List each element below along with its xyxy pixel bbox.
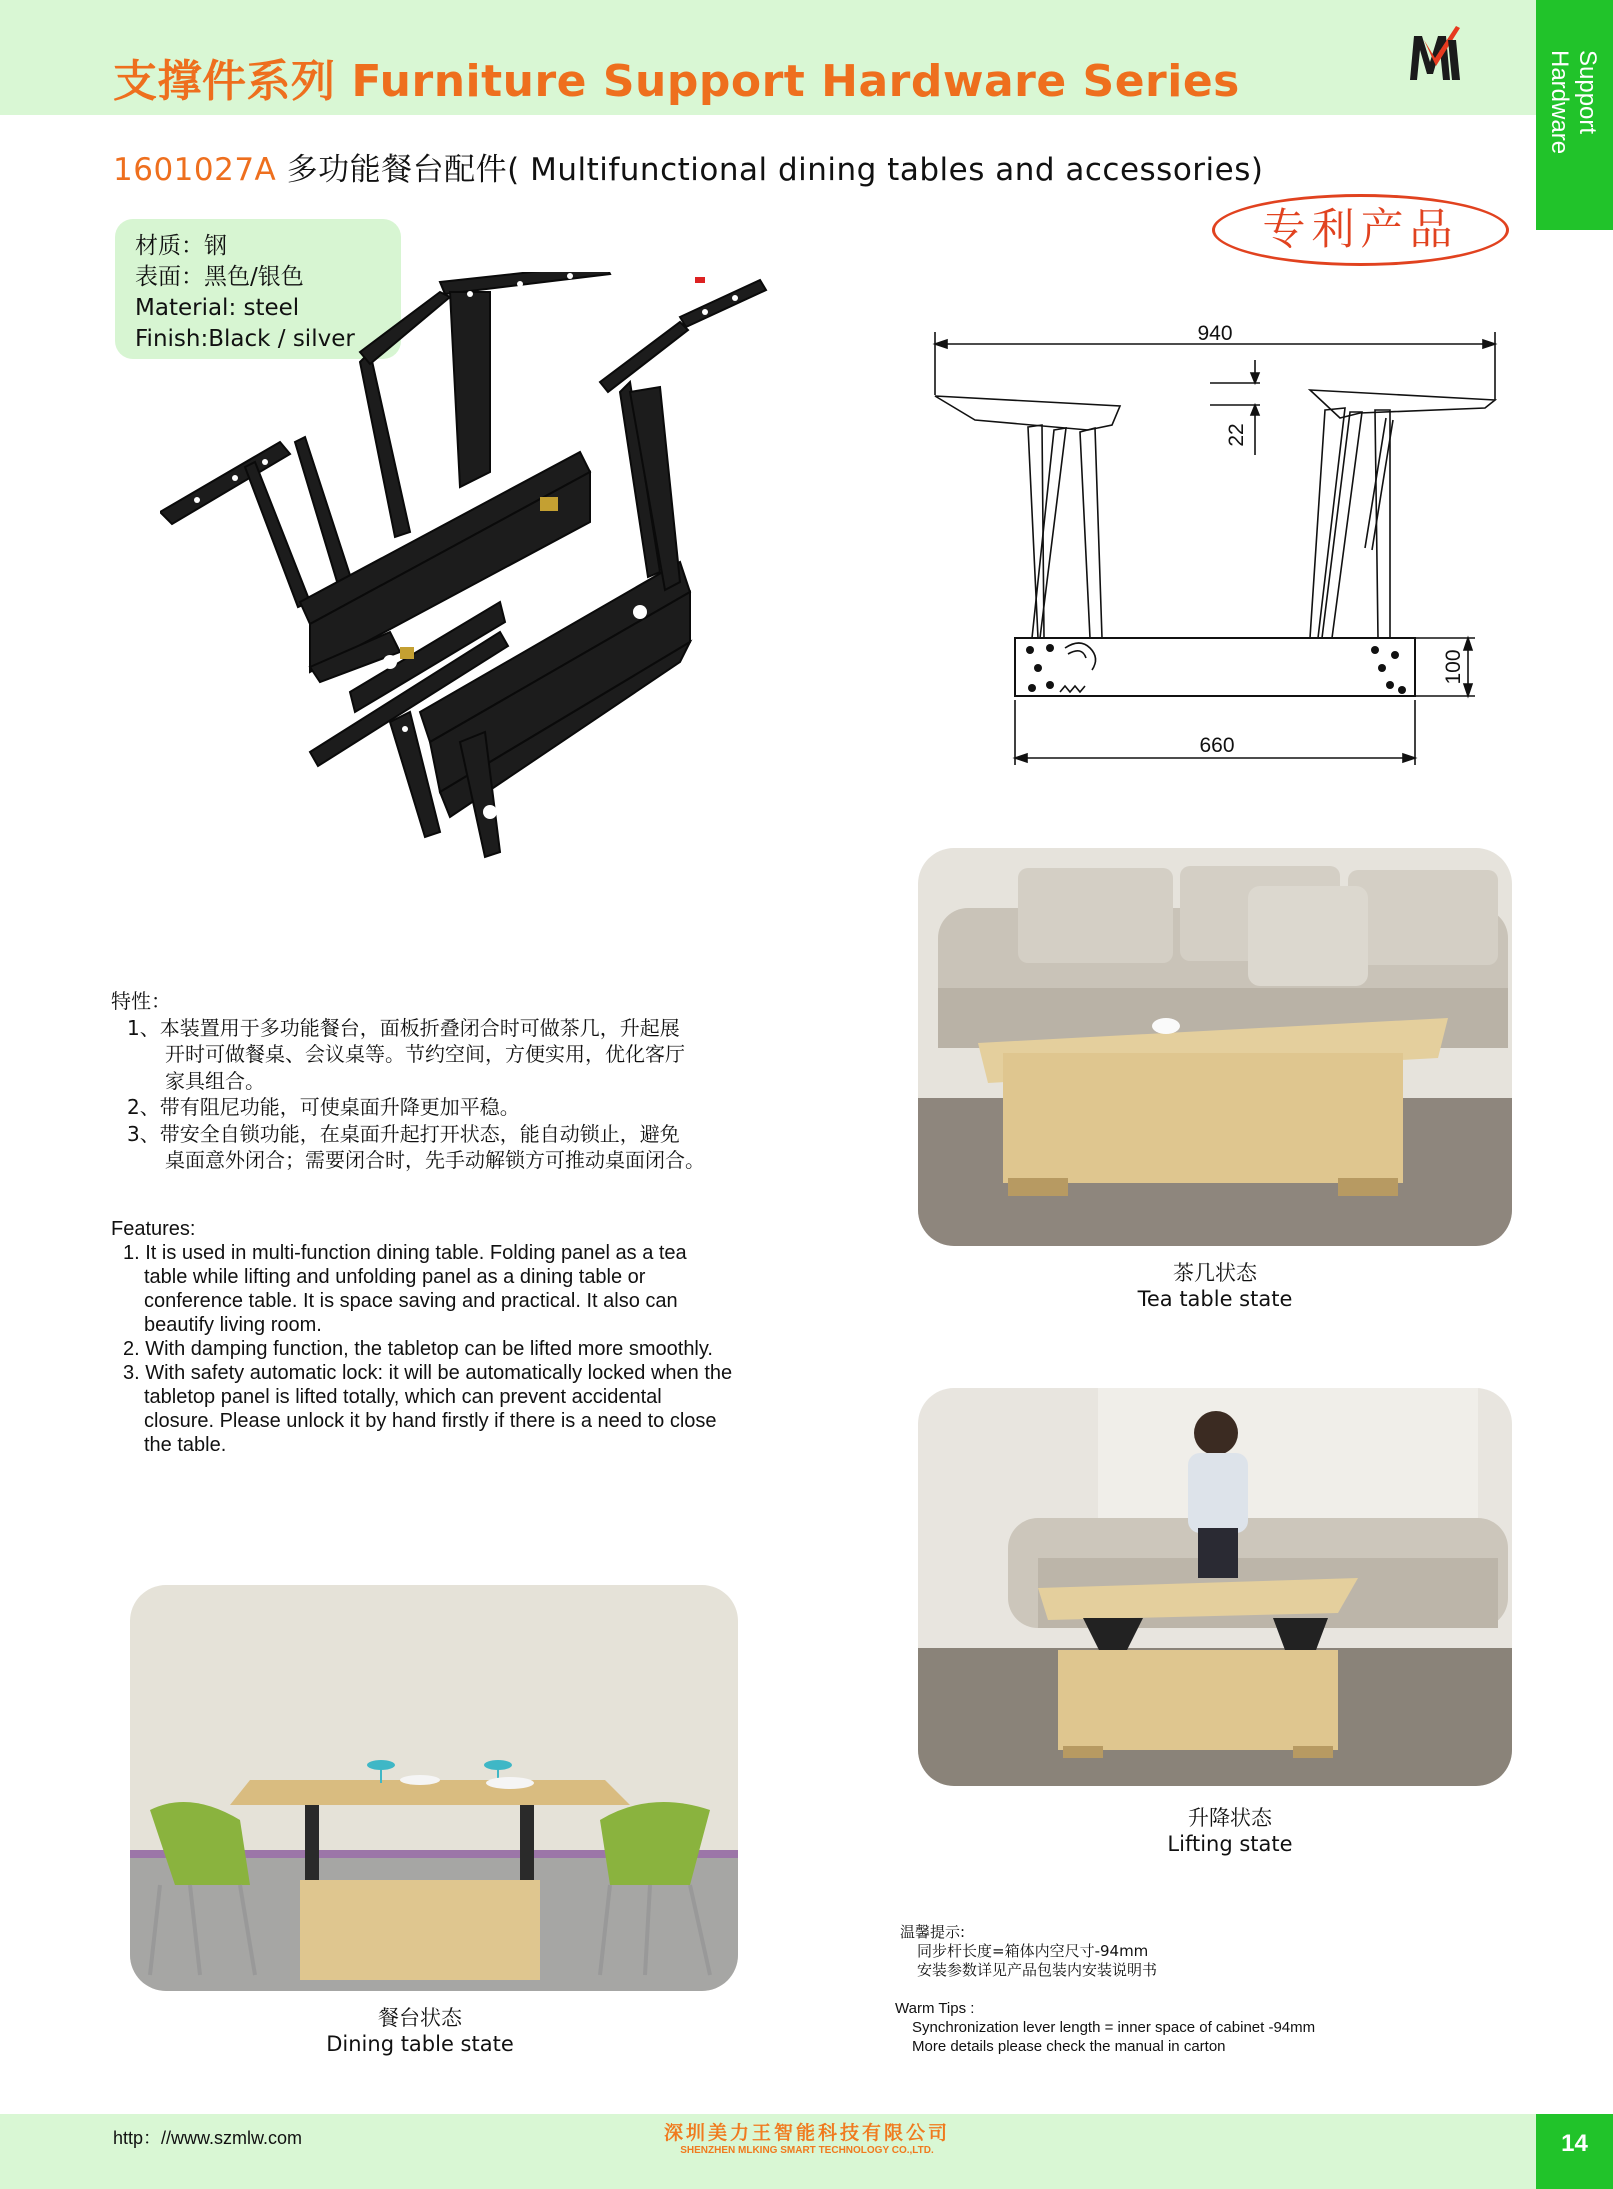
features-cn-item1-line1: 1、本装置用于多功能餐台，面板折叠闭合时可做茶几，升起展: [127, 1015, 680, 1040]
dining-table-caption: [280, 2005, 560, 2057]
features-en-item1-line3: conference table. It is space saving and practical. It also can: [144, 1290, 678, 1312]
dining-caption-cn: 餐台状态: [378, 2006, 462, 2030]
dining-caption-en: Dining table state: [326, 2032, 514, 2056]
product-title: 多功能餐台配件( Multifunctional dining tables and accessories): [276, 152, 1264, 188]
features-en-item3-line2: tabletop panel is lifted totally, which can prevent accidental: [144, 1386, 662, 1408]
features-en-item1-line2: table while lifting and unfolding panel as a dining table or: [144, 1266, 646, 1288]
tips-en-heading: Warm Tips :: [895, 2000, 975, 2017]
features-cn-item3-line2: 桌面意外闭合；需要闭合时，先手动解锁方可推动桌面闭合。: [165, 1148, 705, 1172]
tea-caption-en: Tea table state: [1137, 1287, 1293, 1311]
tips-en: [895, 1999, 1315, 2056]
hardware-product-image: [160, 272, 780, 862]
features-en-item3-line1: 3. With safety automatic lock: it will be automatically locked when the: [123, 1362, 733, 1384]
features-cn-item3-line1: 3、带安全自锁功能，在桌面升起打开状态，能自动锁止，避免: [127, 1121, 680, 1146]
lifting-state-caption: [1090, 1805, 1370, 1857]
finish-cn: 表面：黑色/银色: [135, 264, 304, 290]
lift-caption-cn: 升降状态: [1188, 1806, 1272, 1830]
tips-cn-line2: 安装参数详见产品包装内安装说明书: [917, 1961, 1158, 1979]
lifting-state-photo: [918, 1388, 1512, 1786]
features-cn-item2: 2、带有阻尼功能，可使桌面升降更加平稳。: [127, 1095, 520, 1119]
dimension-940: 940: [1197, 322, 1233, 345]
product-code: 1601027A: [113, 152, 277, 188]
features-en-item1-line4: beautify living room.: [144, 1314, 322, 1336]
features-en-item3-line4: the table.: [144, 1434, 227, 1456]
lift-caption-en: Lifting state: [1167, 1832, 1293, 1856]
brand-logo: [1404, 22, 1466, 84]
features-en-item3-line3: closure. Please unlock it by hand firstly if there is a need to close: [144, 1410, 717, 1432]
company-name-cn: 深圳美力王智能科技有限公司: [663, 2122, 950, 2144]
tips-cn-line1: 同步杆长度=箱体内空尺寸-94mm: [917, 1942, 1149, 1960]
page-title: 支撑件系列 Furniture Support Hardware Series: [113, 56, 1240, 107]
tea-caption-cn: 茶几状态: [1173, 1261, 1257, 1285]
material-en: Material: steel: [135, 295, 300, 321]
features-en-item1-line1: 1. It is used in multi-function dining table. Folding panel as a tea: [123, 1242, 687, 1264]
tips-en-line2: More details please check the manual in carton: [912, 2038, 1226, 2055]
dimension-22: 22: [1225, 423, 1248, 447]
dimension-drawing: [920, 320, 1510, 780]
dimension-660: 660: [1199, 734, 1235, 757]
features-cn-item1-line3: 家具组合。: [165, 1068, 265, 1093]
tea-table-caption: [1075, 1260, 1355, 1312]
features-cn-heading: 特性：: [111, 989, 171, 1013]
side-category-line2: Hardware: [1546, 50, 1573, 155]
tea-table-photo: [918, 848, 1512, 1246]
features-en: [111, 1217, 732, 1457]
tips-cn-heading: 温馨提示:: [900, 1923, 966, 1941]
company-name-en: SHENZHEN MLKING SMART TECHNOLOGY CO.,LTD.: [680, 2145, 934, 2156]
dining-table-photo: [130, 1585, 738, 1991]
side-category-label: [1545, 50, 1601, 154]
material-cn: 材质：钢: [135, 233, 227, 259]
tips-en-line1: Synchronization lever length = inner space of cabinet -94mm: [912, 2019, 1316, 2036]
tips-cn: [900, 1923, 1157, 1980]
patent-badge: 专利产品: [1212, 194, 1509, 266]
product-heading: [113, 144, 1263, 189]
features-cn-item1-line2: 开时可做餐桌、会议桌等。节约空间，方便实用，优化客厅: [165, 1042, 685, 1066]
features-en-heading: Features:: [111, 1218, 196, 1240]
dimension-100: 100: [1442, 649, 1465, 685]
features-cn: [111, 988, 705, 1174]
company-name: [647, 2118, 967, 2156]
finish-en: Finish:Black / silver: [135, 326, 355, 352]
website-url[interactable]: http：//www.szmlw.com: [113, 2128, 303, 2148]
features-en-item2: 2. With damping function, the tabletop can be lifted more smoothly.: [123, 1338, 713, 1360]
side-category-line1: Support: [1574, 50, 1601, 135]
page-number: 14: [1561, 2130, 1588, 2157]
